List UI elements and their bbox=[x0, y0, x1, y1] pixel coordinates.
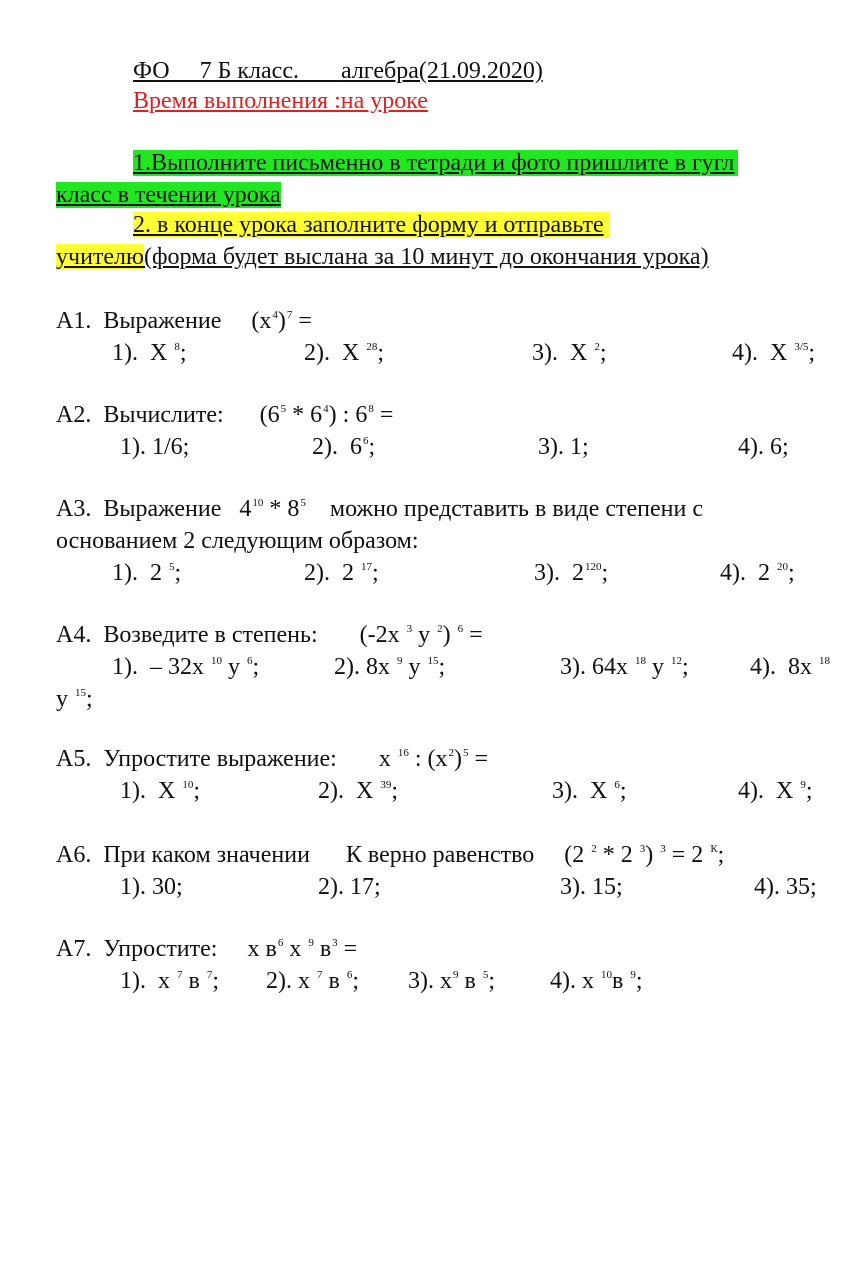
question-a2 bbox=[56, 400, 393, 434]
question-a7 bbox=[56, 934, 357, 968]
a1-option-1: 1). X $^8$; bbox=[112, 340, 187, 366]
a6-prompt: При каком значении bbox=[103, 842, 310, 868]
instruction-1-cont: класс в течении урока bbox=[56, 182, 281, 208]
a4-expression: (-2x $^3$ y $^2$) $^6$ = bbox=[359, 622, 483, 648]
a5-option-4: 4). X $^9$; bbox=[738, 778, 813, 804]
question-a5 bbox=[56, 744, 488, 778]
a7-option-2: 2). x $^7$ в $^6$; bbox=[266, 968, 360, 994]
a7-label: А7. bbox=[56, 936, 92, 962]
a7-option-1: 1). x $^7$ в $^7$; bbox=[120, 968, 220, 994]
a5-label: А5. bbox=[56, 746, 92, 772]
a2-option-2: 2). $6^6$; bbox=[312, 434, 376, 460]
instruction-2a bbox=[56, 210, 610, 240]
header-fo: ФО bbox=[133, 58, 170, 84]
a3-option-2: 2). 2 $^{17}$; bbox=[304, 560, 379, 586]
a2-option-3: 3). 1; bbox=[538, 434, 589, 460]
a1-option-4: 4). X $^{3/5}$; bbox=[732, 340, 816, 366]
a1-option-3: 3). X $^2$; bbox=[532, 340, 607, 366]
a7-option-3: 3). $x^9$ в $^5$; bbox=[408, 968, 496, 994]
a3-line2: основанием 2 следующим образом: bbox=[56, 528, 419, 554]
a2-option-1: 1). 1/6; bbox=[120, 434, 190, 460]
instruction-2-note: (форма будет выслана за 10 минут до окончания урока) bbox=[143, 244, 709, 270]
a6-expression: (2 $^2$ * 2 $^3$) $^3$ = 2 $^К$; bbox=[564, 842, 725, 868]
a1-prompt: Выражение bbox=[103, 308, 222, 334]
a1-label: А1. bbox=[56, 308, 92, 334]
a6-option-1: 1). 30; bbox=[120, 874, 183, 900]
a4-option-3: 3). 64x $^{18}$ y $^{12}$; bbox=[560, 654, 689, 680]
a2-label: А2. bbox=[56, 402, 92, 428]
a6-label: А6. bbox=[56, 842, 92, 868]
a4-prompt: Возведите в степень: bbox=[103, 622, 318, 648]
instruction-2-text: 2. в конце урока заполните форму и отправьте bbox=[133, 212, 610, 238]
question-a6 bbox=[56, 840, 724, 874]
a4-option-1: 1). – 32x $^{10}$ y $^6$; bbox=[112, 654, 260, 680]
a3-option-1: 1). 2 $^5$; bbox=[112, 560, 182, 586]
time-line: Время выполнения :на уроке bbox=[133, 88, 428, 114]
a5-option-1: 1). X $^{10}$; bbox=[120, 778, 201, 804]
instruction-1a bbox=[56, 148, 828, 178]
a5-option-2: 2). X $^{39}$; bbox=[318, 778, 399, 804]
instruction-2-cont: учителю bbox=[56, 244, 144, 270]
a2-option-4: 4). 6; bbox=[738, 434, 789, 460]
a6-option-4: 4). 35; bbox=[754, 874, 817, 900]
question-a4 bbox=[56, 620, 483, 654]
a7-expression: x $в^6$ x $^9$ $в^3$ = bbox=[247, 936, 358, 962]
a1-expression: $(x^4)^7$ = bbox=[251, 308, 312, 334]
a4-option-2: 2). 8x $^9$ y $^{15}$; bbox=[334, 654, 446, 680]
a3-label: А3. bbox=[56, 496, 92, 522]
header-line bbox=[133, 56, 543, 86]
a4-label: А4. bbox=[56, 622, 92, 648]
header-class: 7 Б класс. bbox=[199, 58, 299, 84]
a6-option-3: 3). 15; bbox=[560, 874, 623, 900]
instruction-2b bbox=[56, 242, 709, 272]
a7-option-4: 4). x $^{10}$в $^9$; bbox=[550, 968, 643, 994]
a6-option-2: 2). 17; bbox=[318, 874, 381, 900]
a4-option-4: 4). 8x $^{18}$ bbox=[750, 654, 830, 680]
a3-expression: $4^{10} * 8^5$ bbox=[239, 496, 306, 522]
a3-option-3: 3). $2^{120}$; bbox=[534, 560, 609, 586]
instruction-1b bbox=[56, 180, 281, 210]
a4-option-4-cont: y $^{15}$; bbox=[56, 686, 93, 712]
a5-prompt: Упростите выражение: bbox=[103, 746, 337, 772]
instruction-1-text: 1.Выполните письменно в тетради и фото пришлите в гугл bbox=[133, 150, 738, 176]
a3-prompt: Выражение bbox=[103, 496, 222, 522]
a1-option-2: 2). X $^{28}$; bbox=[304, 340, 385, 366]
a5-expression: x $^{16}$ : $(x^2)^5$ = bbox=[378, 746, 489, 772]
a5-option-3: 3). X $^6$; bbox=[552, 778, 627, 804]
question-a3 bbox=[56, 494, 703, 528]
a6-prompt-cont: К верно равенство bbox=[345, 842, 535, 868]
a3-prompt-cont: можно представить в виде степени с bbox=[329, 496, 703, 522]
a3-option-4: 4). 2 $^{20}$; bbox=[720, 560, 795, 586]
a2-expression: $(6^5 * 6^4)$ : $6^8$ = bbox=[259, 402, 394, 428]
header-subject-date: алгебра(21.09.2020) bbox=[340, 58, 543, 84]
a2-prompt: Вычислите: bbox=[103, 402, 224, 428]
question-a1 bbox=[56, 306, 312, 340]
a7-prompt: Упростите: bbox=[103, 936, 218, 962]
